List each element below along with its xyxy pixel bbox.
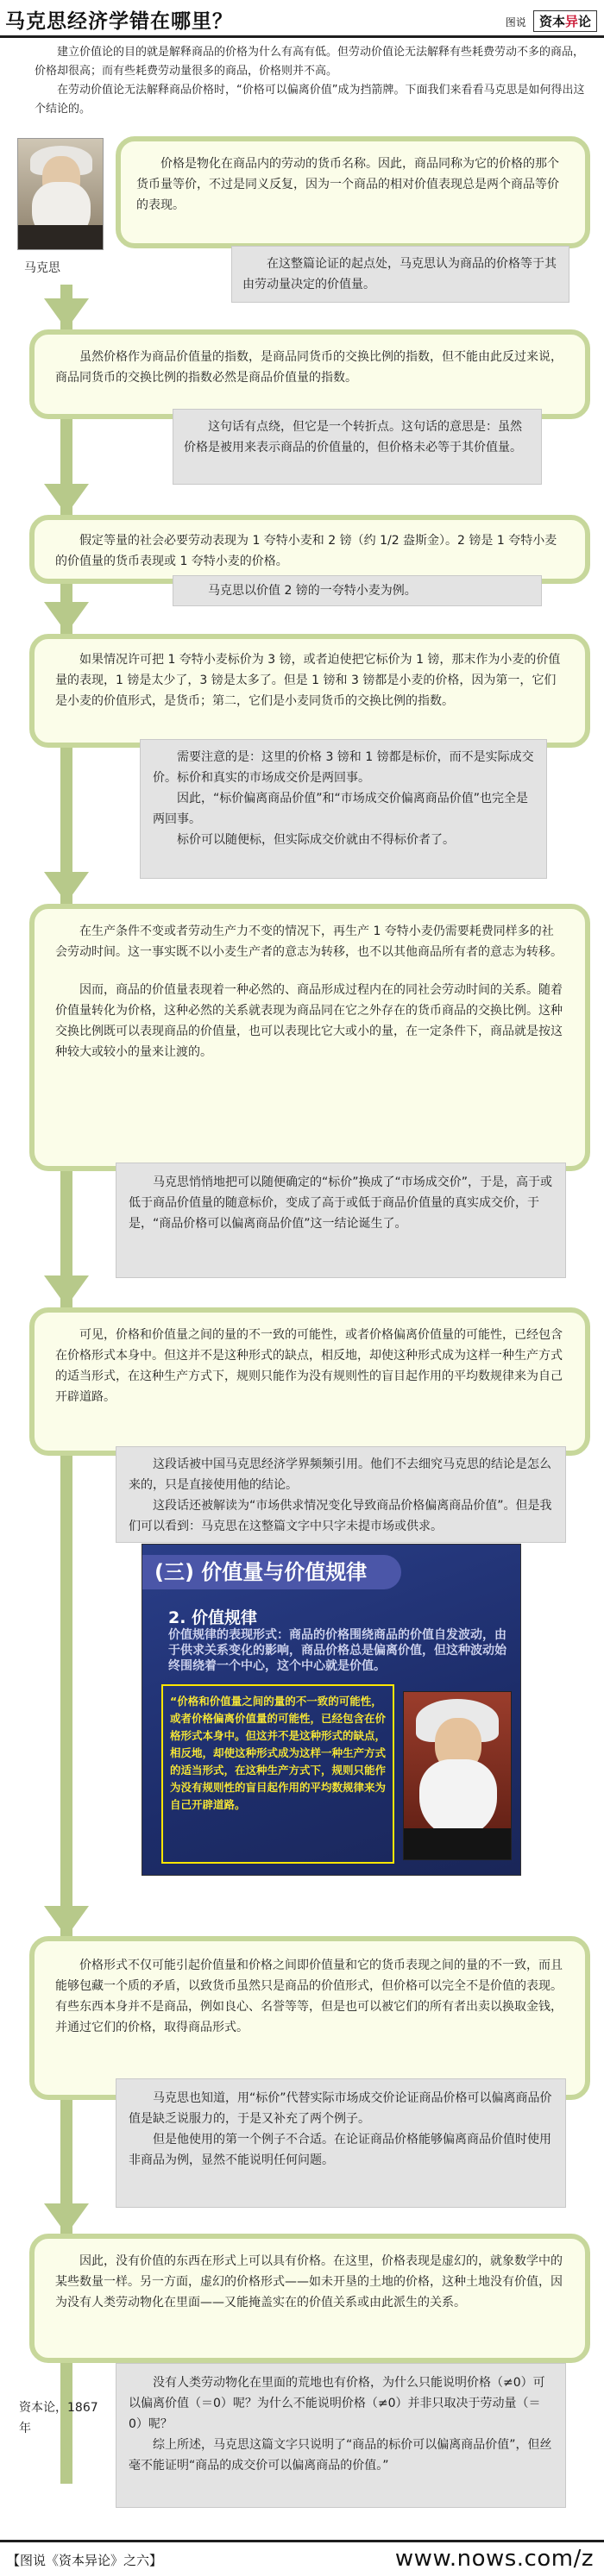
commentary-text: 在这整篇论证的起点处，马克思认为商品的价格等于其由劳动量决定的价值量。	[242, 257, 557, 291]
marx-portrait	[17, 138, 104, 250]
quote-box	[29, 634, 590, 748]
quote-box	[29, 515, 590, 584]
quote-box	[29, 1307, 590, 1456]
commentary-box	[173, 575, 542, 606]
flow-arrow	[44, 298, 89, 329]
portrait-caption: 马克思	[24, 261, 60, 275]
intro-paragraph: 建立价值论的目的就是解释商品的价格为什么有高有低。但劳动价值论无法解释有些耗费劳动不多的商品，价格却很高；而有些耗费劳动量很多的商品，价格则并不高。	[35, 46, 585, 78]
commentary-text: 这段话被中国马克思经济学界频频引用。他们不去细究马克思的结论是怎么来的，只是直接使用他的结论。	[129, 1457, 551, 1492]
commentary-box	[116, 2078, 566, 2208]
quote-box	[29, 329, 590, 419]
quote-text: 价格是物化在商品内的劳动的货币名称。因此，商品同称为它的价格的那个货币量等价，不过是同义反复，因为一个商品的相对价值表现总是两个商品等价的表现。	[136, 157, 559, 212]
series-label: 【图说《资本异论》之六】	[7, 2553, 163, 2568]
commentary-text: 马克思以价值 2 镑的一夸特小麦为例。	[208, 584, 417, 598]
quote-box	[29, 1936, 590, 2100]
commentary-box	[140, 739, 547, 879]
flow-arrow	[44, 1906, 89, 1937]
commentary-box	[116, 1163, 566, 1278]
quote-box	[29, 2234, 590, 2363]
brand	[506, 10, 597, 32]
intro-text	[35, 43, 587, 119]
slide-title: (三) 价值量与价值规律	[142, 1555, 401, 1589]
flow-arrow	[44, 872, 89, 903]
brand-prefix: 图说	[505, 16, 526, 28]
flow-arrow	[44, 484, 89, 515]
commentary-text: 马克思也知道，用“标价”代替实际市场成交价论证商品价格可以偏离商品价值是缺乏说服力的，于是又补充了两个例子。	[129, 2091, 552, 2126]
commentary-box	[116, 2363, 566, 2508]
slide-quote: “价格和价值量之间的量的不一致的可能性，或者价格偏离价值量的可能性，已经包含在价格形式本身中。但这并不是这种形式的缺点，相反地，却使这种形式成为这样一种生产方式的适当形式，在这种生产方式下，规则只能作为没有规则性的盲目起作用的平均数规律来为自己开辟道路。	[161, 1684, 394, 1864]
quote-text: 因此，没有价值的东西在形式上可以具有价格。在这里，价格表现是虚幻的，就象数学中的某些数量一样。另一方面，虚幻的价格形式——如未开垦的土地的价格，这种土地没有价值，因为没有人类劳动物化在里面——又能掩盖实在的价值关系或由此派生的关系。	[55, 2254, 563, 2310]
source-caption: 资本论，1867年	[19, 2401, 98, 2435]
site-url[interactable]: www.nows.com/z	[394, 2546, 594, 2572]
intro-paragraph: 在劳动价值论无法解释商品价格时，“价格可以偏离价值”成为挡箭牌。下面我们来看看马克思是如何得出这个结论的。	[35, 84, 585, 116]
flow-arrow	[44, 602, 89, 633]
commentary-text: 因此，“标价偏离商品价值”和“市场成交价偏离商品价值”也完全是两回事。	[153, 792, 529, 826]
commentary-box	[116, 1446, 566, 1543]
commentary-text: 需要注意的是：这里的价格 3 镑和 1 镑都是标价，而不是实际成交价。标价和真实的市场成交价是两回事。	[153, 750, 534, 785]
quote-text: 如果情况许可把 1 夸特小麦标价为 3 镑，或者迫使把它标价为 1 镑，那末作为小麦的价值量的表现，1 镑是太少了，3 镑是太多了。但是 1 镑和 3 镑都是小麦的价格，因为第一，它们是小麦的价值形式，是货币；第二，它们是小麦同货币的交换比例的指数。	[55, 653, 561, 708]
commentary-text: 马克思悄悄地把可以随便确定的“标价”换成了“市场成交价”，于是，高于或低于商品价值量的随意标价，变成了高于或低于商品价值量的真实成交价，于是，“商品价格可以偏离商品价值”这一结论诞生了。	[129, 1175, 553, 1231]
brand-name: 资本异论	[533, 10, 597, 32]
page-title: 马克思经济学错在哪里？	[5, 9, 233, 33]
commentary-box	[231, 246, 569, 303]
marx-slide-portrait	[403, 1691, 512, 1860]
flow-arrow	[44, 1275, 89, 1307]
commentary-text: 综上所述，马克思这篇文字只说明了“商品的标价可以偏离商品价值”，但丝毫不能证明“商品的成交价可以偏离商品的价值。”	[129, 2438, 552, 2473]
commentary-text: 这段话还被解读为“市场供求情况变化导致商品价格偏离商品价值”。但是我们可以看到：马克思在这整篇文字中只字未提市场或供求。	[129, 1499, 552, 1533]
commentary-box	[173, 409, 542, 485]
quote-text: 可见，价格和价值量之间的量的不一致的可能性，或者价格偏离价值量的可能性，已经包含在价格形式本身中。但这并不是这种形式的缺点，相反地，却使这种形式成为这样一种生产方式的适当形式，在这种生产方式下，规则只能作为没有规则性的盲目起作用的平均数规律来为自己开辟道路。	[55, 1328, 563, 1404]
quote-text: 假定等量的社会必要劳动表现为 1 夸特小麦和 2 镑（约 1/2 盎斯金）。2 镑是 1 夸特小麦的价值量的货币表现或 1 夸特小麦的价格。	[55, 534, 557, 568]
quote-text: 价格形式不仅可能引起价值量和价格之间即价值量和它的货币表现之间的量的不一致，而且能够包藏一个质的矛盾，以致货币虽然只是商品的价值形式，但价格可以完全不是价值的表现。有些东西本身并不是商品，例如良心、名誉等等，但是也可以被它们的所有者出卖以换取金钱，并通过它们的价格，取得商品形式。	[55, 1959, 563, 2034]
lecture-slide	[142, 1544, 521, 1876]
slide-subtitle: 2. 价值规律	[168, 1608, 258, 1627]
quote-text: 虽然价格作为商品价值量的指数，是商品同货币的交换比例的指数，但不能由此反过来说，商品同货币的交换比例的指数必然是商品价值量的指数。	[55, 350, 563, 385]
page-header	[0, 0, 604, 38]
commentary-text: 这句话有点绕，但它是一个转折点。这句话的意思是：虽然价格是被用来表示商品的价值量的，但价格未必等于其价值量。	[184, 420, 522, 454]
quote-text: 在生产条件不变或者劳动生产力不变的情况下，再生产 1 夸特小麦仍需要耗费同样多的社会劳动时间。这一事实既不以小麦生产者的意志为转移，也不以其他商品所有者的意志为转移。	[55, 924, 563, 959]
commentary-text: 标价可以随便标，但实际成交价就由不得标价者了。	[177, 833, 455, 847]
slide-description: 价值规律的表现形式：商品的价格围绕商品的价值自发波动，由于供求关系变化的影响，商品价格总是偏离价值，但这种波动始终围绕着一个中心，这个中心就是价值。	[168, 1628, 506, 1673]
commentary-text: 没有人类劳动物化在里面的荒地也有价格，为什么只能说明价格（≠0）可以偏离价值（＝0）呢？为什么不能说明价格（≠0）并非只取决于劳动量（＝0）呢？	[129, 2376, 545, 2431]
quote-box	[116, 136, 590, 248]
quote-text: 因而，商品的价值量表现着一种必然的、商品形成过程内在的同社会劳动时间的关系。随着价值量转化为价格，这种必然的关系就表现为商品同在它之外存在的货币商品的交换比例。这种交换比例既可以表现商品的价值量，也可以表现比它大或小的量，在一定条件下，商品就是按这种较大或较小的量来让渡的。	[55, 983, 563, 1059]
page-footer	[0, 2540, 604, 2576]
flow-arrow	[44, 2203, 89, 2234]
commentary-text: 但是他使用的第一个例子不合适。在论证商品价格能够偏离商品价值时使用非商品为例，显然不能说明任何问题。	[129, 2133, 551, 2167]
quote-box	[29, 904, 590, 1171]
